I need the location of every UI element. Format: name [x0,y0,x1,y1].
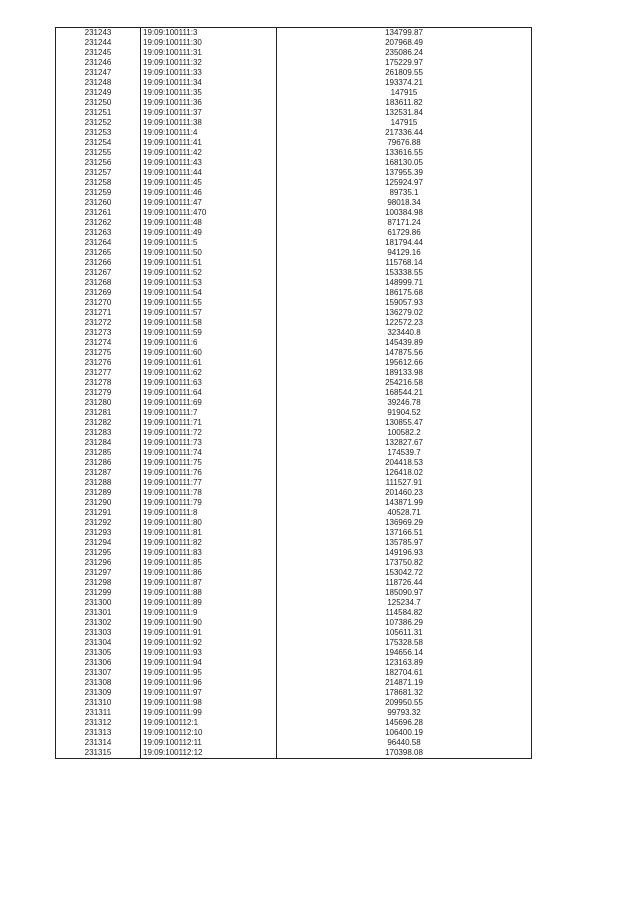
record-id-cell: 231266 [56,258,141,268]
table-row [56,38,532,48]
cadastral-number-cell: 19:09:100111:71 [141,418,277,428]
table-row [56,128,532,138]
table-row [56,148,532,158]
record-id-cell: 231281 [56,408,141,418]
record-id-cell: 231254 [56,138,141,148]
cadastral-number-cell: 19:09:100111:97 [141,688,277,698]
value-cell: 235086.24 [277,48,532,58]
cadastral-number-cell: 19:09:100111:69 [141,398,277,408]
value-cell: 147915 [277,88,532,98]
cadastral-number-cell: 19:09:100111:78 [141,488,277,498]
value-cell: 96440.58 [277,738,532,748]
table-row [56,658,532,668]
record-id-cell: 231303 [56,628,141,638]
table-row [56,498,532,508]
cadastral-number-cell: 19:09:100111:59 [141,328,277,338]
data-table [55,27,532,759]
cadastral-number-cell: 19:09:100111:50 [141,248,277,258]
cadastral-number-cell: 19:09:100111:86 [141,568,277,578]
cadastral-number-cell: 19:09:100111:51 [141,258,277,268]
cadastral-number-cell: 19:09:100111:91 [141,628,277,638]
cadastral-number-cell: 19:09:100111:47 [141,198,277,208]
table-row [56,348,532,358]
cadastral-number-cell: 19:09:100111:34 [141,78,277,88]
value-cell: 105611.31 [277,628,532,638]
cadastral-number-cell: 19:09:100111:42 [141,148,277,158]
table-row [56,418,532,428]
table-row [56,548,532,558]
value-cell: 217336.44 [277,128,532,138]
cadastral-number-cell: 19:09:100111:7 [141,408,277,418]
table-row [56,458,532,468]
table-row [56,238,532,248]
table-row [56,168,532,178]
cadastral-number-cell: 19:09:100111:43 [141,158,277,168]
value-cell: 91904.52 [277,408,532,418]
record-id-cell: 231292 [56,518,141,528]
record-id-cell: 231308 [56,678,141,688]
record-id-cell: 231301 [56,608,141,618]
cadastral-number-cell: 19:09:100111:75 [141,458,277,468]
cadastral-number-cell: 19:09:100111:77 [141,478,277,488]
table-row [56,438,532,448]
value-cell: 186175.68 [277,288,532,298]
value-cell: 194656.14 [277,648,532,658]
table-row [56,198,532,208]
record-id-cell: 231251 [56,108,141,118]
cadastral-number-cell: 19:09:100111:95 [141,668,277,678]
table-row [56,588,532,598]
cadastral-number-cell: 19:09:100111:72 [141,428,277,438]
value-cell: 99793.32 [277,708,532,718]
value-cell: 114584.82 [277,608,532,618]
value-cell: 106400.19 [277,728,532,738]
value-cell: 79676.88 [277,138,532,148]
cadastral-number-cell: 19:09:100111:99 [141,708,277,718]
record-id-cell: 231246 [56,58,141,68]
record-id-cell: 231247 [56,68,141,78]
record-id-cell: 231245 [56,48,141,58]
table-row [56,208,532,218]
value-cell: 133616.55 [277,148,532,158]
value-cell: 132531.84 [277,108,532,118]
record-id-cell: 231282 [56,418,141,428]
cadastral-number-cell: 19:09:100111:90 [141,618,277,628]
value-cell: 153042.72 [277,568,532,578]
value-cell: 173750.82 [277,558,532,568]
cadastral-number-cell: 19:09:100111:33 [141,68,277,78]
record-id-cell: 231309 [56,688,141,698]
table-row [56,388,532,398]
table-row [56,288,532,298]
table-row [56,668,532,678]
table-row [56,318,532,328]
cadastral-number-cell: 19:09:100111:46 [141,188,277,198]
cadastral-number-cell: 19:09:100111:81 [141,528,277,538]
record-id-cell: 231250 [56,98,141,108]
cadastral-number-cell: 19:09:100111:58 [141,318,277,328]
value-cell: 134799.87 [277,28,532,39]
record-id-cell: 231299 [56,588,141,598]
cadastral-number-cell: 19:09:100111:82 [141,538,277,548]
record-id-cell: 231291 [56,508,141,518]
table-row [56,708,532,718]
value-cell: 130855.47 [277,418,532,428]
table-row [56,738,532,748]
cadastral-number-cell: 19:09:100111:41 [141,138,277,148]
record-id-cell: 231249 [56,88,141,98]
value-cell: 153338.55 [277,268,532,278]
record-id-cell: 231283 [56,428,141,438]
record-id-cell: 231257 [56,168,141,178]
cadastral-number-cell: 19:09:100111:74 [141,448,277,458]
table-row [56,28,532,39]
table-row [56,718,532,728]
cadastral-number-cell: 19:09:100111:92 [141,638,277,648]
cadastral-number-cell: 19:09:100111:470 [141,208,277,218]
table-row [56,88,532,98]
record-id-cell: 231289 [56,488,141,498]
table-row [56,188,532,198]
value-cell: 261809.55 [277,68,532,78]
record-id-cell: 231273 [56,328,141,338]
table-row [56,578,532,588]
cadastral-number-cell: 19:09:100111:83 [141,548,277,558]
value-cell: 145439.89 [277,338,532,348]
cadastral-number-cell: 19:09:100111:85 [141,558,277,568]
value-cell: 159057.93 [277,298,532,308]
cadastral-number-cell: 19:09:100111:37 [141,108,277,118]
record-id-cell: 231304 [56,638,141,648]
table-row [56,68,532,78]
table-row [56,218,532,228]
record-id-cell: 231284 [56,438,141,448]
value-cell: 193374.21 [277,78,532,88]
record-id-cell: 231290 [56,498,141,508]
record-id-cell: 231274 [56,338,141,348]
table-row [56,678,532,688]
value-cell: 137166.51 [277,528,532,538]
record-id-cell: 231305 [56,648,141,658]
record-id-cell: 231294 [56,538,141,548]
value-cell: 118726.44 [277,578,532,588]
value-cell: 125924.97 [277,178,532,188]
value-cell: 182704.61 [277,668,532,678]
value-cell: 100582.2 [277,428,532,438]
table-row [56,698,532,708]
table-row [56,528,532,538]
table-row [56,78,532,88]
table-row [56,158,532,168]
record-id-cell: 231265 [56,248,141,258]
cadastral-number-cell: 19:09:100111:98 [141,698,277,708]
record-id-cell: 231277 [56,368,141,378]
cadastral-number-cell: 19:09:100111:55 [141,298,277,308]
table-row [56,598,532,608]
value-cell: 175229.97 [277,58,532,68]
record-id-cell: 231252 [56,118,141,128]
table-row [56,508,532,518]
value-cell: 89735.1 [277,188,532,198]
cadastral-number-cell: 19:09:100111:88 [141,588,277,598]
table-row [56,428,532,438]
record-id-cell: 231298 [56,578,141,588]
record-id-cell: 231267 [56,268,141,278]
cadastral-number-cell: 19:09:100111:5 [141,238,277,248]
value-cell: 323440.8 [277,328,532,338]
table-body [56,28,532,759]
cadastral-number-cell: 19:09:100111:49 [141,228,277,238]
value-cell: 147915 [277,118,532,128]
cadastral-number-cell: 19:09:100111:32 [141,58,277,68]
value-cell: 122572.23 [277,318,532,328]
value-cell: 178681.32 [277,688,532,698]
cadastral-number-cell: 19:09:100111:61 [141,358,277,368]
cadastral-number-cell: 19:09:100112:1 [141,718,277,728]
cadastral-number-cell: 19:09:100111:60 [141,348,277,358]
table-row [56,378,532,388]
value-cell: 39246.78 [277,398,532,408]
value-cell: 115768.14 [277,258,532,268]
value-cell: 125234.7 [277,598,532,608]
record-id-cell: 231280 [56,398,141,408]
value-cell: 136969.29 [277,518,532,528]
table-row [56,638,532,648]
value-cell: 132827.67 [277,438,532,448]
value-cell: 185090.97 [277,588,532,598]
cadastral-number-cell: 19:09:100111:30 [141,38,277,48]
record-id-cell: 231256 [56,158,141,168]
record-id-cell: 231312 [56,718,141,728]
value-cell: 98018.34 [277,198,532,208]
record-id-cell: 231296 [56,558,141,568]
cadastral-number-cell: 19:09:100112:11 [141,738,277,748]
record-id-cell: 231268 [56,278,141,288]
value-cell: 107386.29 [277,618,532,628]
value-cell: 137955.39 [277,168,532,178]
cadastral-number-cell: 19:09:100111:89 [141,598,277,608]
table-row [56,748,532,759]
record-id-cell: 231260 [56,198,141,208]
record-id-cell: 231310 [56,698,141,708]
table-row [56,268,532,278]
value-cell: 175328.58 [277,638,532,648]
value-cell: 126418.02 [277,468,532,478]
cadastral-number-cell: 19:09:100111:48 [141,218,277,228]
cadastral-number-cell: 19:09:100111:53 [141,278,277,288]
value-cell: 94129.16 [277,248,532,258]
record-id-cell: 231244 [56,38,141,48]
cadastral-number-cell: 19:09:100111:79 [141,498,277,508]
table-row [56,568,532,578]
record-id-cell: 231270 [56,298,141,308]
cadastral-number-cell: 19:09:100111:76 [141,468,277,478]
cadastral-number-cell: 19:09:100112:12 [141,748,277,759]
value-cell: 209950.55 [277,698,532,708]
value-cell: 168130.05 [277,158,532,168]
table-row [56,48,532,58]
value-cell: 168544.21 [277,388,532,398]
record-id-cell: 231253 [56,128,141,138]
record-id-cell: 231302 [56,618,141,628]
table-row [56,618,532,628]
cadastral-number-cell: 19:09:100111:38 [141,118,277,128]
value-cell: 61729.86 [277,228,532,238]
record-id-cell: 231269 [56,288,141,298]
table-row [56,338,532,348]
record-id-cell: 231276 [56,358,141,368]
value-cell: 87171.24 [277,218,532,228]
cadastral-number-cell: 19:09:100111:52 [141,268,277,278]
cadastral-number-cell: 19:09:100111:64 [141,388,277,398]
value-cell: 40528.71 [277,508,532,518]
record-id-cell: 231258 [56,178,141,188]
record-id-cell: 231255 [56,148,141,158]
value-cell: 148999.71 [277,278,532,288]
value-cell: 174539.7 [277,448,532,458]
cadastral-number-cell: 19:09:100111:80 [141,518,277,528]
record-id-cell: 231293 [56,528,141,538]
table-row [56,58,532,68]
cadastral-number-cell: 19:09:100111:94 [141,658,277,668]
record-id-cell: 231259 [56,188,141,198]
record-id-cell: 231271 [56,308,141,318]
value-cell: 143871.99 [277,498,532,508]
table-row [56,728,532,738]
record-id-cell: 231295 [56,548,141,558]
cadastral-number-cell: 19:09:100111:73 [141,438,277,448]
cadastral-number-cell: 19:09:100111:35 [141,88,277,98]
cadastral-number-cell: 19:09:100111:44 [141,168,277,178]
value-cell: 254216.58 [277,378,532,388]
table-row [56,398,532,408]
table-row [56,478,532,488]
table-row [56,628,532,638]
record-id-cell: 231263 [56,228,141,238]
value-cell: 214871.19 [277,678,532,688]
table-row [56,368,532,378]
record-id-cell: 231300 [56,598,141,608]
record-id-cell: 231297 [56,568,141,578]
cadastral-number-cell: 19:09:100111:45 [141,178,277,188]
table-row [56,358,532,368]
table-row [56,118,532,128]
value-cell: 195612.66 [277,358,532,368]
table-row [56,278,532,288]
cadastral-number-cell: 19:09:100111:96 [141,678,277,688]
cadastral-number-cell: 19:09:100111:93 [141,648,277,658]
value-cell: 145696.28 [277,718,532,728]
cadastral-number-cell: 19:09:100111:9 [141,608,277,618]
table-row [56,648,532,658]
cadastral-number-cell: 19:09:100111:62 [141,368,277,378]
record-id-cell: 231286 [56,458,141,468]
value-cell: 207968.49 [277,38,532,48]
record-id-cell: 231278 [56,378,141,388]
record-id-cell: 231288 [56,478,141,488]
record-id-cell: 231261 [56,208,141,218]
table-row [56,448,532,458]
table-row [56,108,532,118]
record-id-cell: 231243 [56,28,141,39]
value-cell: 181794.44 [277,238,532,248]
record-id-cell: 231272 [56,318,141,328]
value-cell: 170398.08 [277,748,532,759]
cadastral-number-cell: 19:09:100112:10 [141,728,277,738]
value-cell: 111527.91 [277,478,532,488]
record-id-cell: 231262 [56,218,141,228]
table-row [56,328,532,338]
record-id-cell: 231287 [56,468,141,478]
table-row [56,408,532,418]
record-id-cell: 231306 [56,658,141,668]
value-cell: 201460.23 [277,488,532,498]
cadastral-number-cell: 19:09:100111:31 [141,48,277,58]
cadastral-number-cell: 19:09:100111:54 [141,288,277,298]
value-cell: 183611.82 [277,98,532,108]
table-row [56,468,532,478]
value-cell: 136279.02 [277,308,532,318]
record-id-cell: 231248 [56,78,141,88]
cadastral-number-cell: 19:09:100111:3 [141,28,277,39]
record-id-cell: 231285 [56,448,141,458]
table-row [56,298,532,308]
table-row [56,98,532,108]
record-id-cell: 231313 [56,728,141,738]
value-cell: 123163.89 [277,658,532,668]
value-cell: 149196.93 [277,548,532,558]
table-row [56,608,532,618]
table-row [56,538,532,548]
record-id-cell: 231311 [56,708,141,718]
table-row [56,138,532,148]
cadastral-number-cell: 19:09:100111:6 [141,338,277,348]
table-row [56,248,532,258]
cadastral-number-cell: 19:09:100111:8 [141,508,277,518]
value-cell: 100384.98 [277,208,532,218]
value-cell: 135785.97 [277,538,532,548]
cadastral-number-cell: 19:09:100111:4 [141,128,277,138]
table-row [56,518,532,528]
table-row [56,178,532,188]
table-row [56,258,532,268]
table-row [56,228,532,238]
record-id-cell: 231279 [56,388,141,398]
table-row [56,488,532,498]
cadastral-number-cell: 19:09:100111:87 [141,578,277,588]
table-row [56,558,532,568]
record-id-cell: 231307 [56,668,141,678]
value-cell: 189133.98 [277,368,532,378]
cadastral-number-cell: 19:09:100111:57 [141,308,277,318]
value-cell: 147875.56 [277,348,532,358]
table-row [56,688,532,698]
record-id-cell: 231314 [56,738,141,748]
record-id-cell: 231275 [56,348,141,358]
cadastral-number-cell: 19:09:100111:36 [141,98,277,108]
table-row [56,308,532,318]
record-id-cell: 231315 [56,748,141,759]
cadastral-number-cell: 19:09:100111:63 [141,378,277,388]
record-id-cell: 231264 [56,238,141,248]
value-cell: 204418.53 [277,458,532,468]
